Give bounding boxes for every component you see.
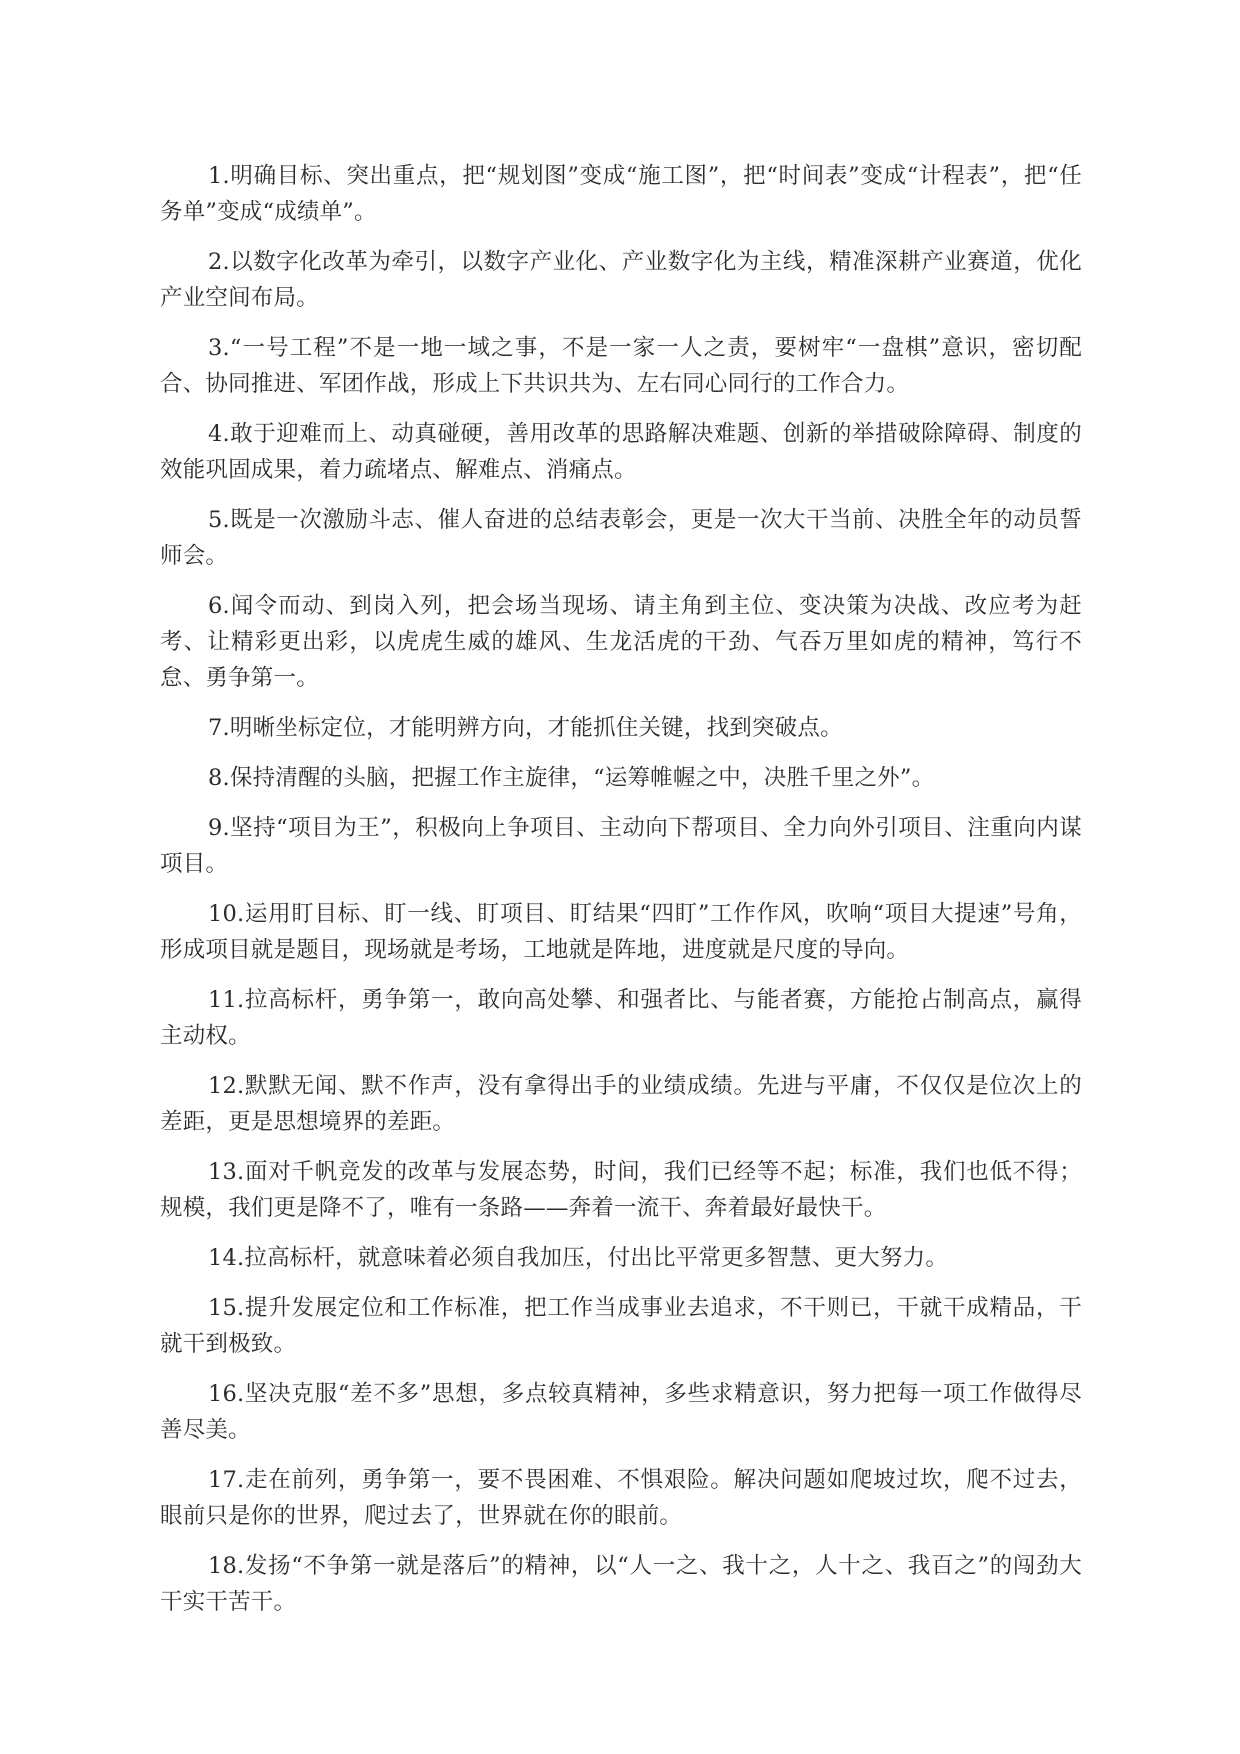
document-body [160,158,1082,1634]
paragraph-11: 11.拉高标杆，勇争第一，敢向高处攀、和强者比、与能者赛，方能抢占制高点，赢得主动权。 [160,987,1082,1049]
paragraph-17: 17.走在前列，勇争第一，要不畏困难、不惧艰险。解决问题如爬坡过坎，爬不过去，眼前只是你的世界，爬过去了，世界就在你的眼前。 [160,1467,1082,1529]
paragraph-15: 15.提升发展定位和工作标准，把工作当成事业去追求，不干则已，干就干成精品，干就干到极致。 [160,1295,1082,1357]
paragraph-9: 9.坚持“项目为王”，积极向上争项目、主动向下帮项目、全力向外引项目、注重向内谋项目。 [160,815,1082,877]
paragraph-16: 16.坚决克服“差不多”思想，多点较真精神，多些求精意识，努力把每一项工作做得尽善尽美。 [160,1381,1082,1443]
paragraph-2: 2.以数字化改革为牵引，以数字产业化、产业数字化为主线，精准深耕产业赛道，优化产业空间布局。 [160,249,1082,311]
paragraph-5: 5.既是一次激励斗志、催人奋进的总结表彰会，更是一次大干当前、决胜全年的动员誓师会。 [160,507,1082,569]
paragraph-6: 6.闻令而动、到岗入列，把会场当现场、请主角到主位、变决策为决战、改应考为赶考、让精彩更出彩，以虎虎生威的雄风、生龙活虎的干劲、气吞万里如虎的精神，笃行不怠、勇争第一。 [160,593,1082,691]
paragraph-1: 1.明确目标、突出重点，把“规划图”变成“施工图”，把“时间表”变成“计程表”，把“任务单”变成“成绩单”。 [160,163,1082,225]
paragraph-3: 3.“一号工程”不是一地一域之事，不是一家一人之责，要树牢“一盘棋”意识，密切配合、协同推进、军团作战，形成上下共识共为、左右同心同行的工作合力。 [160,335,1082,397]
paragraph-4: 4.敢于迎难而上、动真碰硬，善用改革的思路解决难题、创新的举措破除障碍、制度的效能巩固成果，着力疏堵点、解难点、消痛点。 [160,421,1082,483]
paragraph-12: 12.默默无闻、默不作声，没有拿得出手的业绩成绩。先进与平庸，不仅仅是位次上的差距，更是思想境界的差距。 [160,1073,1082,1135]
paragraph-13: 13.面对千帆竞发的改革与发展态势，时间，我们已经等不起；标准，我们也低不得；规模，我们更是降不了，唯有一条路——奔着一流干、奔着最好最快干。 [160,1159,1082,1221]
paragraph-14: 14.拉高标杆，就意味着必须自我加压，付出比平常更多智慧、更大努力。 [208,1245,949,1271]
paragraph-7: 7.明晰坐标定位，才能明辨方向，才能抓住关键，找到突破点。 [208,715,843,741]
paragraph-10: 10.运用盯目标、盯一线、盯项目、盯结果“四盯”工作作风，吹响“项目大提速”号角，形成项目就是题目，现场就是考场，工地就是阵地，进度就是尺度的导向。 [160,901,1082,963]
paragraph-8: 8.保持清醒的头脑，把握工作主旋律，“运筹帷幄之中，决胜千里之外”。 [208,765,935,791]
paragraph-18: 18.发扬“不争第一就是落后”的精神，以“人一之、我十之，人十之、我百之”的闯劲大干实干苦干。 [160,1553,1082,1615]
